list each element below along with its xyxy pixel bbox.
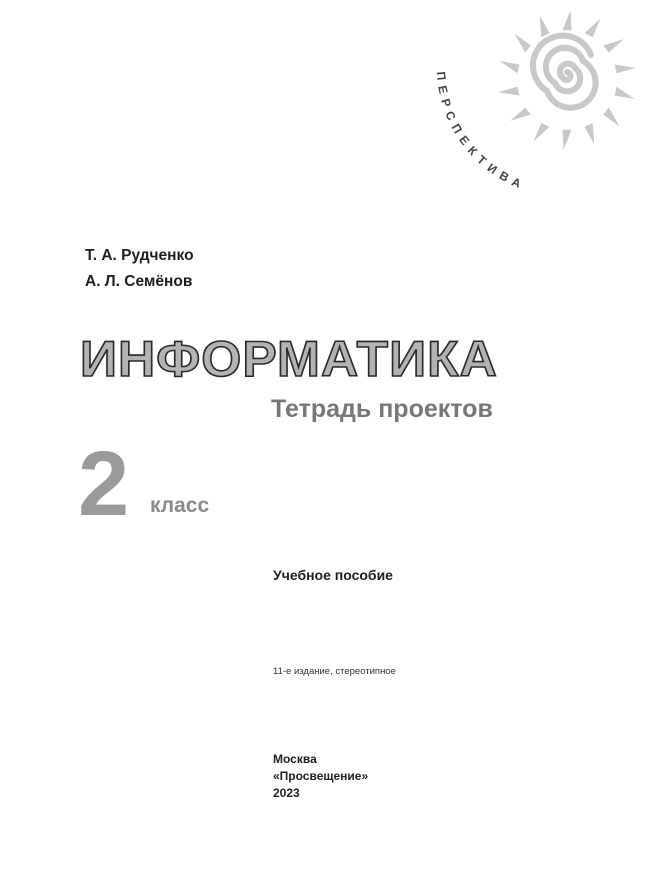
sun-ray bbox=[498, 87, 519, 96]
book-subtitle: Тетрадь проектов bbox=[271, 395, 493, 423]
sun-ray bbox=[603, 39, 624, 52]
series-logo-text: ПЕРСПЕКТИВА bbox=[433, 70, 529, 194]
sun-ray bbox=[585, 19, 601, 38]
grade-number: 2 bbox=[78, 433, 130, 535]
sun-ray bbox=[510, 108, 531, 121]
sun-ray bbox=[563, 130, 572, 150]
sun-ray bbox=[615, 65, 636, 74]
sun-ray bbox=[540, 15, 550, 37]
sun-ray bbox=[515, 34, 531, 53]
imprint-city: Москва bbox=[273, 752, 317, 766]
book-type: Учебное пособие bbox=[273, 567, 393, 583]
sun-ray bbox=[603, 108, 619, 127]
book-title: ИНФОРМАТИКА bbox=[80, 331, 498, 387]
sun-ray bbox=[563, 10, 572, 30]
author-1: Т. А. Рудченко bbox=[85, 247, 194, 264]
imprint-year: 2023 bbox=[273, 786, 300, 800]
imprint-publisher: «Просвещение» bbox=[273, 769, 369, 783]
author-2: А. Л. Семёнов bbox=[85, 273, 193, 290]
sun-spiral bbox=[533, 36, 596, 108]
edition-note: 11-е издание, стереотипное bbox=[273, 666, 396, 677]
sun-ray bbox=[615, 87, 635, 99]
sun-ray bbox=[500, 61, 520, 73]
grade-label: класс bbox=[150, 494, 210, 517]
sun-ray bbox=[585, 123, 595, 145]
series-logo bbox=[420, 0, 650, 210]
sun-ray bbox=[534, 123, 550, 142]
